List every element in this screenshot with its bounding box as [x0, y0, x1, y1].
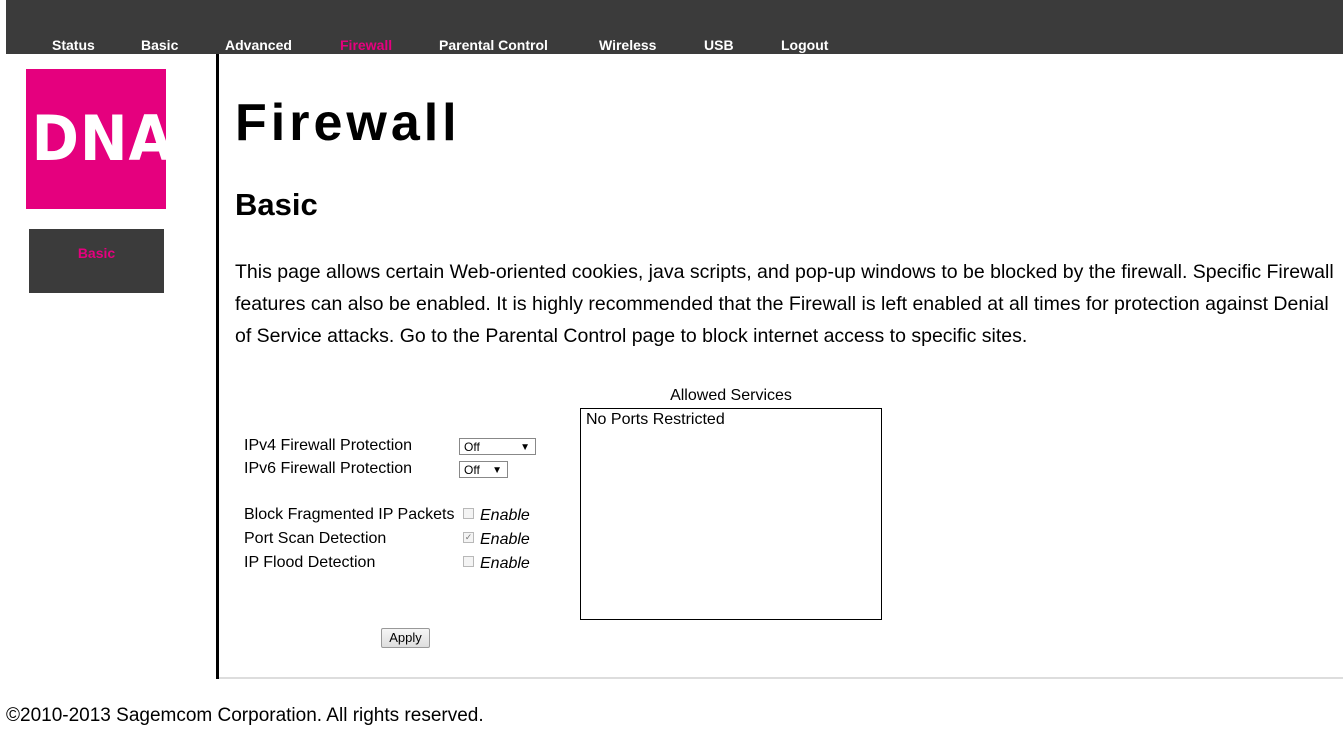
ipv6-firewall-label: IPv6 Firewall Protection — [244, 460, 413, 477]
bottom-divider — [219, 677, 1343, 679]
port-scan-label: Port Scan Detection — [244, 530, 387, 547]
page-title: Firewall — [235, 94, 461, 152]
ipv4-firewall-value: Off — [464, 440, 480, 454]
content-divider — [216, 54, 219, 679]
logo-text: DNA — [31, 102, 174, 175]
dna-logo — [26, 69, 174, 209]
nav-advanced[interactable]: Advanced — [225, 37, 292, 53]
sidebar-menu — [29, 229, 164, 293]
nav-parental-control[interactable]: Parental Control — [439, 37, 548, 53]
apply-button[interactable]: Apply — [381, 628, 430, 648]
sidebar-item-basic[interactable]: Basic — [77, 245, 116, 261]
port-scan-enable-label: Enable — [480, 531, 530, 548]
block-fragmented-label: Block Fragmented IP Packets — [244, 506, 455, 523]
allowed-services-title: Allowed Services — [670, 387, 792, 404]
block-fragmented-enable-label: Enable — [480, 507, 530, 524]
ip-flood-checkbox[interactable] — [463, 556, 474, 567]
page-description: This page allows certain Web-oriented cookies, java scripts, and pop-up windows to be blocked by the firewall. Specific Firewall features can also be enabled. It is highly recommended that the Firewall is left enabled at all times for protection against Denial of Service attacks. Go to the Parental Control page to block internet access to specific sites. — [235, 261, 1334, 347]
ipv4-firewall-label: IPv4 Firewall Protection — [244, 437, 413, 454]
block-fragmented-checkbox[interactable] — [463, 508, 474, 519]
section-title: Basic — [235, 187, 318, 222]
port-scan-checkbox[interactable]: ✓ — [464, 532, 473, 542]
list-item[interactable]: No Ports Restricted — [586, 411, 725, 428]
ipv6-firewall-select[interactable] — [459, 461, 508, 478]
nav-basic[interactable]: Basic — [141, 37, 179, 53]
ip-flood-label: IP Flood Detection — [244, 554, 376, 571]
ipv6-firewall-value: Off — [464, 463, 480, 477]
allowed-services-list[interactable] — [580, 408, 882, 620]
dropdown-arrow-icon: ▼ — [520, 442, 530, 453]
nav-firewall[interactable]: Firewall — [340, 37, 393, 53]
top-nav-bar — [6, 0, 1343, 54]
dropdown-arrow-icon: ▼ — [492, 465, 502, 476]
ipv4-firewall-select[interactable] — [459, 438, 536, 455]
nav-wireless[interactable]: Wireless — [599, 37, 657, 53]
copyright-footer: ©2010-2013 Sagemcom Corporation. All rights reserved. — [6, 705, 484, 726]
nav-usb[interactable]: USB — [704, 37, 734, 53]
nav-logout[interactable]: Logout — [781, 37, 829, 53]
nav-status[interactable]: Status — [52, 37, 95, 53]
ip-flood-enable-label: Enable — [480, 555, 530, 572]
